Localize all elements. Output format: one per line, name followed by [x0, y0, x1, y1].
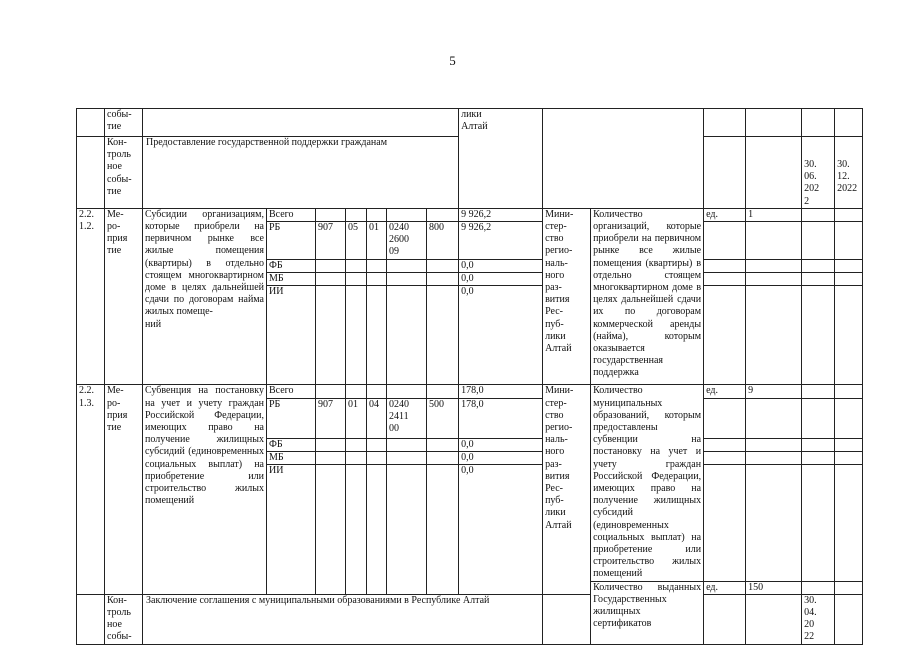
- cell-empty: [746, 438, 802, 451]
- source-label: Всего: [267, 208, 316, 221]
- indicator-name: Количество муниципальных образований, которым предоставлены субвенции на постановку на учет и учету граждан Российской Федерации, имеющих право на получение жилищных субсидий (единовременных социальных выплат) на приобретение или строительство жилых помещений: [591, 385, 704, 581]
- control-date-q2: 30. 06. 202 2: [802, 137, 835, 209]
- indicator-name: Количество организаций, которые приобрели на первичном рынке все жилые помещения (квартиры) в отдельно стоящем многоквартирном доме в целях дальнейшей сдачи их по договорам коммерческой аренды (найма), которым оказывается государственная поддержка: [591, 208, 704, 385]
- cell-empty: [704, 398, 746, 438]
- amount-value: 178,0: [459, 398, 543, 438]
- csr-code: [387, 208, 427, 221]
- vr-code: [427, 286, 459, 385]
- vr-code: [427, 465, 459, 595]
- amount-value: 0,0: [459, 465, 543, 595]
- amount-value: 0,0: [459, 451, 543, 464]
- cell-empty: [704, 109, 746, 137]
- csr-code: [387, 286, 427, 385]
- cell-empty: [704, 465, 746, 582]
- control-event-title: Заключение соглашения с муниципальными образованиями в Республике Алтай: [143, 594, 543, 644]
- cell-empty: [835, 594, 863, 644]
- page-number: 5: [449, 53, 456, 68]
- source-label: МБ: [267, 273, 316, 286]
- amount-value: 178,0: [459, 385, 543, 398]
- csr-code: 0240 2600 09: [387, 222, 427, 260]
- pr-code: [367, 438, 387, 451]
- vr-code: [427, 385, 459, 398]
- source-label: ФБ: [267, 260, 316, 273]
- cell-empty: [704, 273, 746, 286]
- pr-code: [367, 451, 387, 464]
- measure-number: 2.2. 1.2.: [77, 208, 105, 385]
- grbs-code: [316, 385, 346, 398]
- grbs-code: 907: [316, 398, 346, 438]
- measure-number: 2.2. 1.3.: [77, 385, 105, 594]
- rz-code: 01: [346, 398, 367, 438]
- rz-code: [346, 260, 367, 273]
- indicator-value: 150: [746, 581, 802, 594]
- cell-empty: [746, 273, 802, 286]
- source-label: МБ: [267, 451, 316, 464]
- cell-empty: [746, 465, 802, 582]
- cell-empty: [835, 465, 863, 582]
- cell-empty: [746, 109, 802, 137]
- cell-empty: [802, 109, 835, 137]
- control-event-label: Кон- троль ное собы- тие: [105, 137, 143, 209]
- grbs-code: [316, 208, 346, 221]
- csr-code: [387, 451, 427, 464]
- rz-code: [346, 451, 367, 464]
- grbs-code: 907: [316, 222, 346, 260]
- cell-empty: [746, 451, 802, 464]
- cell-empty: [802, 208, 835, 221]
- cell-empty: [835, 260, 863, 273]
- rz-code: [346, 273, 367, 286]
- cell-empty: [704, 451, 746, 464]
- cell-empty: [704, 438, 746, 451]
- cell-empty: [802, 465, 835, 582]
- rz-code: [346, 465, 367, 595]
- cell-empty: [543, 594, 591, 644]
- cell-empty: [835, 385, 863, 398]
- source-label: ФБ: [267, 438, 316, 451]
- grbs-code: [316, 260, 346, 273]
- control-date-q4: 30. 12. 2022: [835, 137, 863, 209]
- vr-code: [427, 273, 459, 286]
- plan-table: [76, 108, 863, 645]
- cell-empty: [802, 273, 835, 286]
- cell-empty: [704, 137, 746, 209]
- cell-empty: [802, 260, 835, 273]
- cell-empty: [802, 222, 835, 260]
- amount-value: 0,0: [459, 273, 543, 286]
- pr-code: [367, 260, 387, 273]
- vr-code: [427, 451, 459, 464]
- cell-empty: [835, 581, 863, 594]
- cell-empty: [746, 594, 802, 644]
- cell-empty: [704, 222, 746, 260]
- grbs-code: [316, 451, 346, 464]
- vr-code: [427, 260, 459, 273]
- cell-empty: [835, 273, 863, 286]
- cell-empty: [835, 451, 863, 464]
- amount-value: 9 926,2: [459, 208, 543, 221]
- csr-code: [387, 385, 427, 398]
- csr-code: 0240 2411 00: [387, 398, 427, 438]
- cell-empty: [143, 109, 459, 137]
- control-event-title: Предоставление государственной поддержки гражданам: [143, 137, 459, 209]
- cell-empty: [802, 438, 835, 451]
- cell-empty: [746, 398, 802, 438]
- cell-empty: [77, 109, 105, 137]
- indicator-value: 9: [746, 385, 802, 398]
- vr-code: [427, 208, 459, 221]
- control-event-label: Кон- троль ное собы-: [105, 594, 143, 644]
- cell-empty: [77, 137, 105, 209]
- cell-empty: [543, 109, 704, 209]
- executor: Мини- стер- ство регио- наль- ного раз- вития Рес- пуб- лики Алтай: [543, 385, 591, 594]
- pr-code: [367, 273, 387, 286]
- cell-empty: [704, 594, 746, 644]
- rz-code: [346, 438, 367, 451]
- indicator-value: 1: [746, 208, 802, 221]
- cell-empty: [704, 260, 746, 273]
- cell-empty: [802, 581, 835, 594]
- pr-code: 04: [367, 398, 387, 438]
- csr-code: [387, 465, 427, 595]
- cell-empty: [704, 286, 746, 385]
- cell-empty: [802, 451, 835, 464]
- cell-empty: [746, 286, 802, 385]
- pr-code: [367, 385, 387, 398]
- pr-code: [367, 465, 387, 595]
- control-date-q2: 30. 04. 20 22: [802, 594, 835, 644]
- executor: Мини- стер- ство регио- наль- ного раз- вития Рес- пуб- лики Алтай: [543, 208, 591, 385]
- indicator-name: Количество выданных Государственных жилищных сертификатов: [591, 581, 704, 644]
- cell-empty: [835, 109, 863, 137]
- cell-empty: [835, 208, 863, 221]
- cell-empty: [746, 260, 802, 273]
- grbs-code: [316, 438, 346, 451]
- vr-code: 500: [427, 398, 459, 438]
- pr-code: [367, 286, 387, 385]
- indicator-unit: ед.: [704, 385, 746, 398]
- event-type-cont: собы- тие: [105, 109, 143, 137]
- grbs-code: [316, 465, 346, 595]
- amount-value: 0,0: [459, 438, 543, 451]
- executor-cont: лики Алтай: [459, 109, 543, 209]
- source-label: РБ: [267, 398, 316, 438]
- amount-value: 0,0: [459, 286, 543, 385]
- source-label: РБ: [267, 222, 316, 260]
- cell-empty: [835, 222, 863, 260]
- csr-code: [387, 260, 427, 273]
- csr-code: [387, 438, 427, 451]
- cell-empty: [835, 438, 863, 451]
- cell-empty: [802, 385, 835, 398]
- measure-name: Субсидии организациям, которые приобрели на первичном рынке все жилые помещения (квартиры) в отдельно стоящем многоквартирном доме в целях дальнейшей сдачи по договорам найма жилых помеще- ний: [143, 208, 267, 385]
- pr-code: 01: [367, 222, 387, 260]
- indicator-unit: ед.: [704, 581, 746, 594]
- measure-type: Ме- ро- прия тие: [105, 385, 143, 594]
- measure-name: Субвенция на постановку на учет и учету граждан Российской Федерации, имеющих право на получение жилищных субсидий (единовременных социальных выплат) на приобретение или строительство жилых помещений: [143, 385, 267, 594]
- amount-value: 9 926,2: [459, 222, 543, 260]
- grbs-code: [316, 273, 346, 286]
- indicator-unit: ед.: [704, 208, 746, 221]
- rz-code: [346, 286, 367, 385]
- pr-code: [367, 208, 387, 221]
- rz-code: [346, 208, 367, 221]
- cell-empty: [746, 137, 802, 209]
- cell-empty: [802, 398, 835, 438]
- source-label: ИИ: [267, 465, 316, 595]
- source-label: Всего: [267, 385, 316, 398]
- rz-code: 05: [346, 222, 367, 260]
- cell-empty: [802, 286, 835, 385]
- cell-empty: [835, 398, 863, 438]
- source-label: ИИ: [267, 286, 316, 385]
- csr-code: [387, 273, 427, 286]
- cell-empty: [77, 594, 105, 644]
- rz-code: [346, 385, 367, 398]
- cell-empty: [835, 286, 863, 385]
- cell-empty: [746, 222, 802, 260]
- amount-value: 0,0: [459, 260, 543, 273]
- grbs-code: [316, 286, 346, 385]
- vr-code: [427, 438, 459, 451]
- measure-type: Ме- ро- прия тие: [105, 208, 143, 385]
- vr-code: 800: [427, 222, 459, 260]
